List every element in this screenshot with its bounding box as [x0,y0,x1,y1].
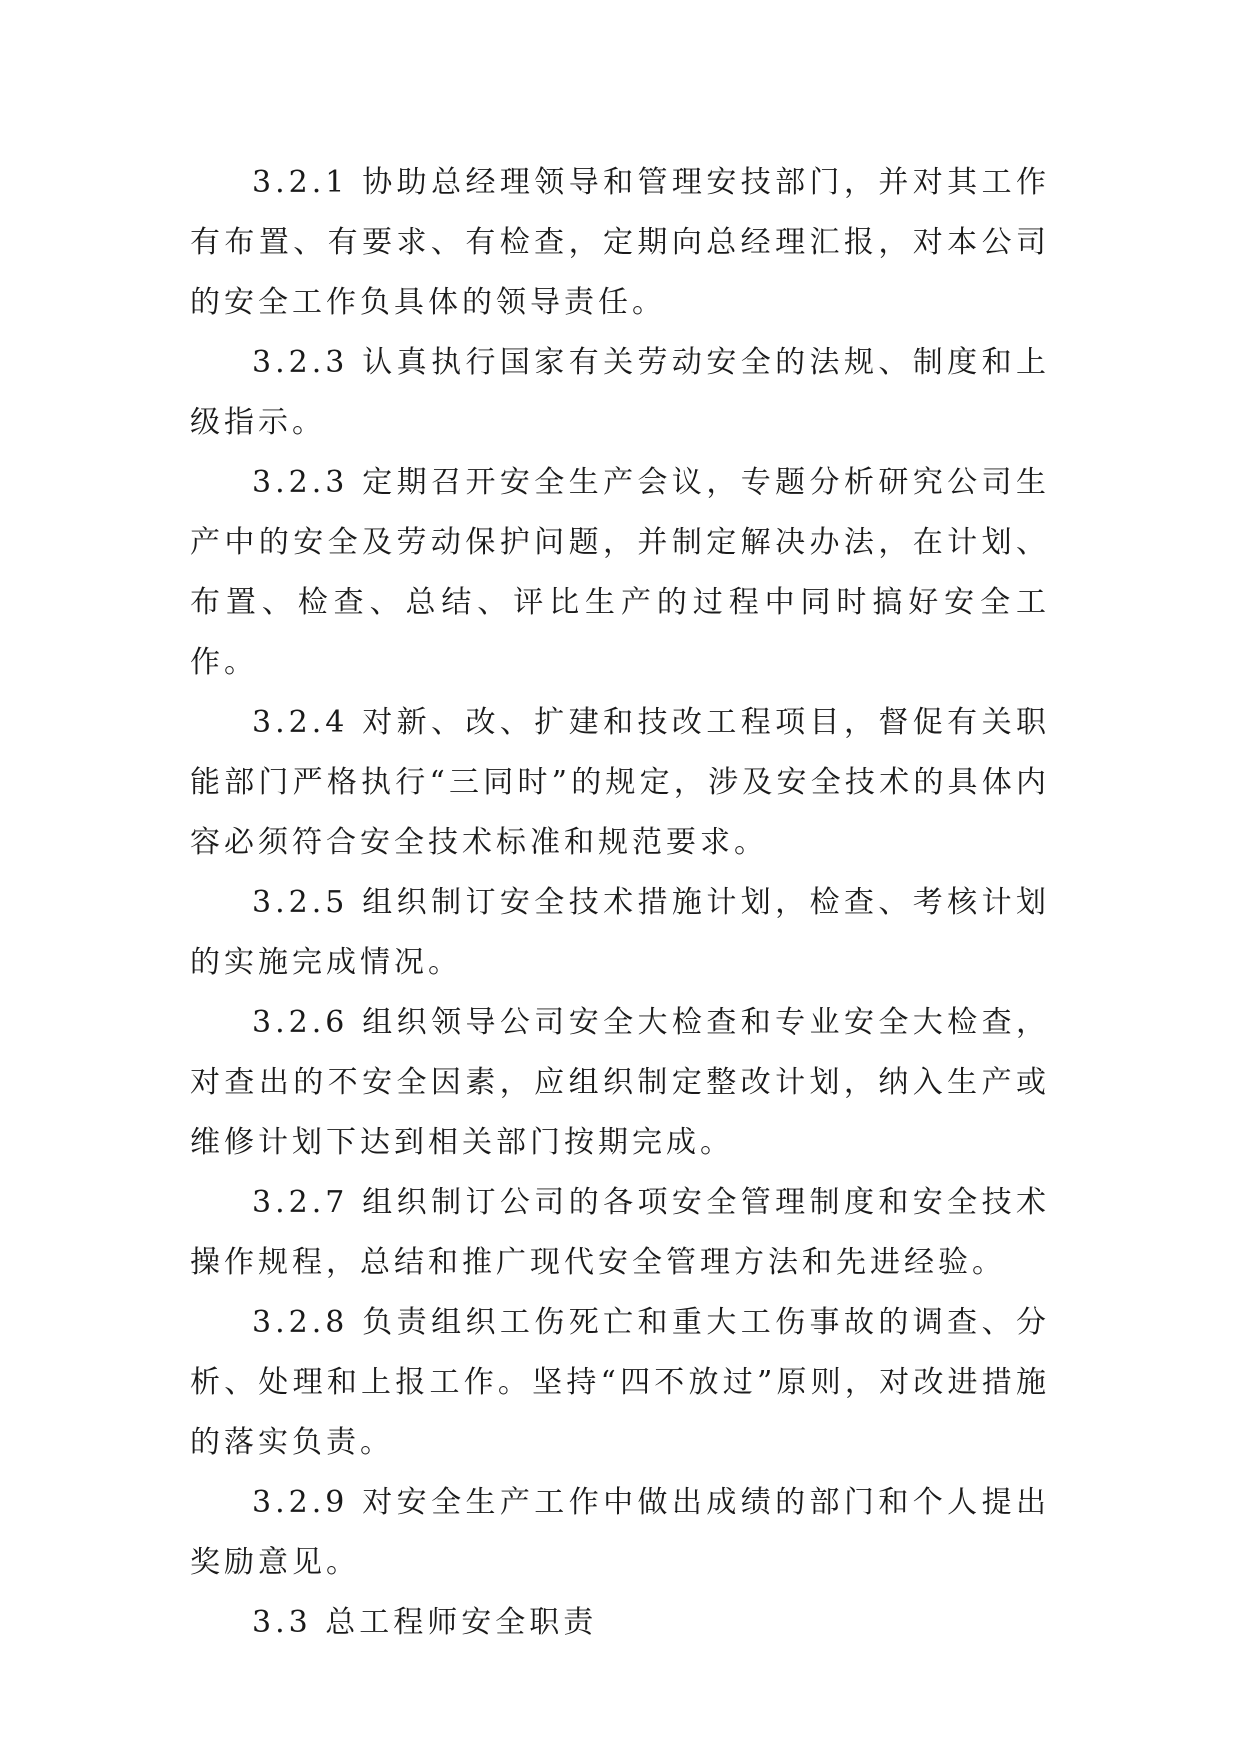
paragraph-3-2-5: 3.2.5 组织制订安全技术措施计划，检查、考核计划的实施完成情况。 [190,885,1050,980]
section-heading-3-3: 3.3 总工程师安全职责 [252,1605,598,1640]
paragraph-3-2-7: 3.2.7 组织制订公司的各项安全管理制度和安全技术操作规程，总结和推广现代安全管理方法和先进经验。 [190,1185,1050,1280]
paragraph-3-2-1: 3.2.1 协助总经理领导和管理安技部门，并对其工作有布置、有要求、有检查，定期向总经理汇报，对本公司的安全工作负具体的领导责任。 [190,165,1050,320]
paragraph-3-2-8: 3.2.8 负责组织工伤死亡和重大工伤事故的调查、分析、处理和上报工作。坚持“四不放过”原则，对改进措施的落实负责。 [190,1305,1050,1460]
paragraph-3-2-3-regulations: 3.2.3 认真执行国家有关劳动安全的法规、制度和上级指示。 [190,345,1050,440]
paragraph-3-2-4: 3.2.4 对新、改、扩建和技改工程项目，督促有关职能部门严格执行“三同时”的规定，涉及安全技术的具体内容必须符合安全技术标准和规范要求。 [190,705,1050,860]
paragraph-3-2-3-meetings: 3.2.3 定期召开安全生产会议，专题分析研究公司生产中的安全及劳动保护问题，并制定解决办法，在计划、布置、检查、总结、评比生产的过程中同时搞好安全工作。 [190,465,1050,680]
document-body [190,153,1050,1653]
paragraph-3-2-6: 3.2.6 组织领导公司安全大检查和专业安全大检查，对查出的不安全因素，应组织制定整改计划，纳入生产或维修计划下达到相关部门按期完成。 [190,1005,1050,1160]
paragraph-3-2-9: 3.2.9 对安全生产工作中做出成绩的部门和个人提出奖励意见。 [190,1485,1050,1580]
